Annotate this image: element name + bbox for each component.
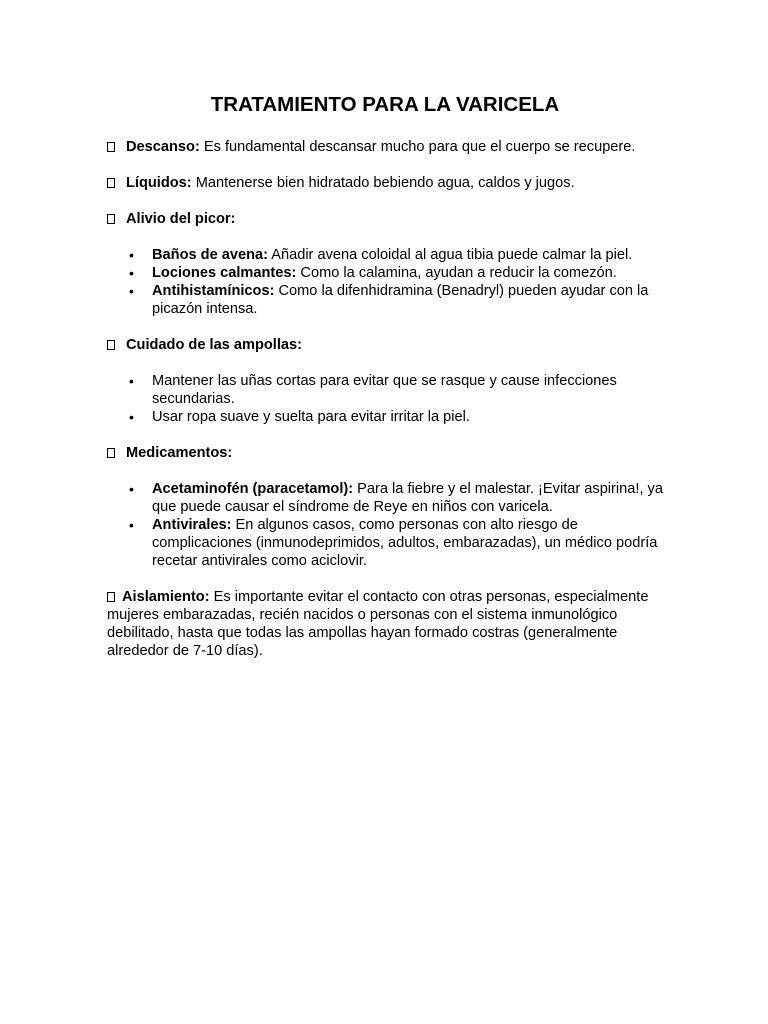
alivio-list [107,246,663,318]
section-label: Medicamentos: [126,445,233,461]
page-title: TRATAMIENTO PARA LA VARICELA [210,93,560,116]
item-text: Para la fiebre y el malestar. ¡Evitar aspirina!, ya que puede causar el síndrome de Reye en niños con varicela. [152,481,663,515]
list-item [107,372,663,408]
item-text: Mantener las uñas cortas para evitar que se rasque y cause infecciones secundarias. [152,373,617,407]
list-item [107,408,663,426]
document-page [107,92,663,678]
list-item [107,264,663,282]
medicamentos-list [107,480,663,570]
checkbox-symbol-icon [107,340,115,350]
item-text: Como la calamina, ayudan a reducir la comezón. [296,265,617,281]
bullet-icon: • [129,283,134,299]
section-descanso [107,138,663,156]
list-item [107,480,663,516]
list-item [107,516,663,570]
list-item [107,282,663,318]
section-label: Cuidado de las ampollas: [126,337,302,353]
item-text: Como la difenhidramina (Benadryl) pueden ayudar con la picazón intensa. [152,283,649,317]
section-text: Es fundamental descansar mucho para que el cuerpo se recupere. [199,139,636,155]
section-text: Es importante evitar el contacto con otras personas, especialmente mujeres embarazadas, recién nacidos o personas con el sistema inmunológico debilitado, hasta que todas las ampollas hayan formado costras (generalmente alrededor de 7-10 días). [107,589,649,659]
bullet-icon: • [129,481,134,497]
ampollas-list [107,372,663,426]
item-text: Añadir avena coloidal al agua tibia puede calmar la piel. [267,247,633,263]
section-alivio [107,210,663,228]
checkbox-symbol-icon [107,178,115,188]
section-ampollas [107,336,663,354]
checkbox-symbol-icon [107,448,115,458]
item-label: Lociones calmantes: [152,265,297,281]
bullet-icon: • [129,517,134,533]
section-medicamentos [107,444,663,462]
item-label: Antivirales: [152,517,232,533]
section-aislamiento [107,588,663,660]
checkbox-symbol-icon [107,214,115,224]
bullet-icon: • [129,247,134,263]
item-label: Antihistamínicos: [152,283,275,299]
list-item [107,246,663,264]
section-text: Mantenerse bien hidratado bebiendo agua, caldos y jugos. [191,175,575,191]
item-text: En algunos casos, como personas con alto riesgo de complicaciones (inmunodeprimidos, adultos, embarazadas), un médico podría recetar antivirales como aciclovir. [152,517,658,569]
bullet-icon: • [129,409,134,425]
section-label: Descanso: [126,139,200,155]
section-liquidos [107,174,663,192]
item-label: Baños de avena: [152,247,268,263]
checkbox-symbol-icon [107,592,115,602]
checkbox-symbol-icon [107,142,115,152]
section-label: Aislamiento: [122,589,210,605]
bullet-icon: • [129,265,134,281]
bullet-icon: • [129,373,134,389]
section-label: Líquidos: [126,175,192,191]
section-label: Alivio del picor: [126,211,236,227]
item-label: Acetaminofén (paracetamol): [152,481,354,497]
item-text: Usar ropa suave y suelta para evitar irritar la piel. [152,409,470,425]
